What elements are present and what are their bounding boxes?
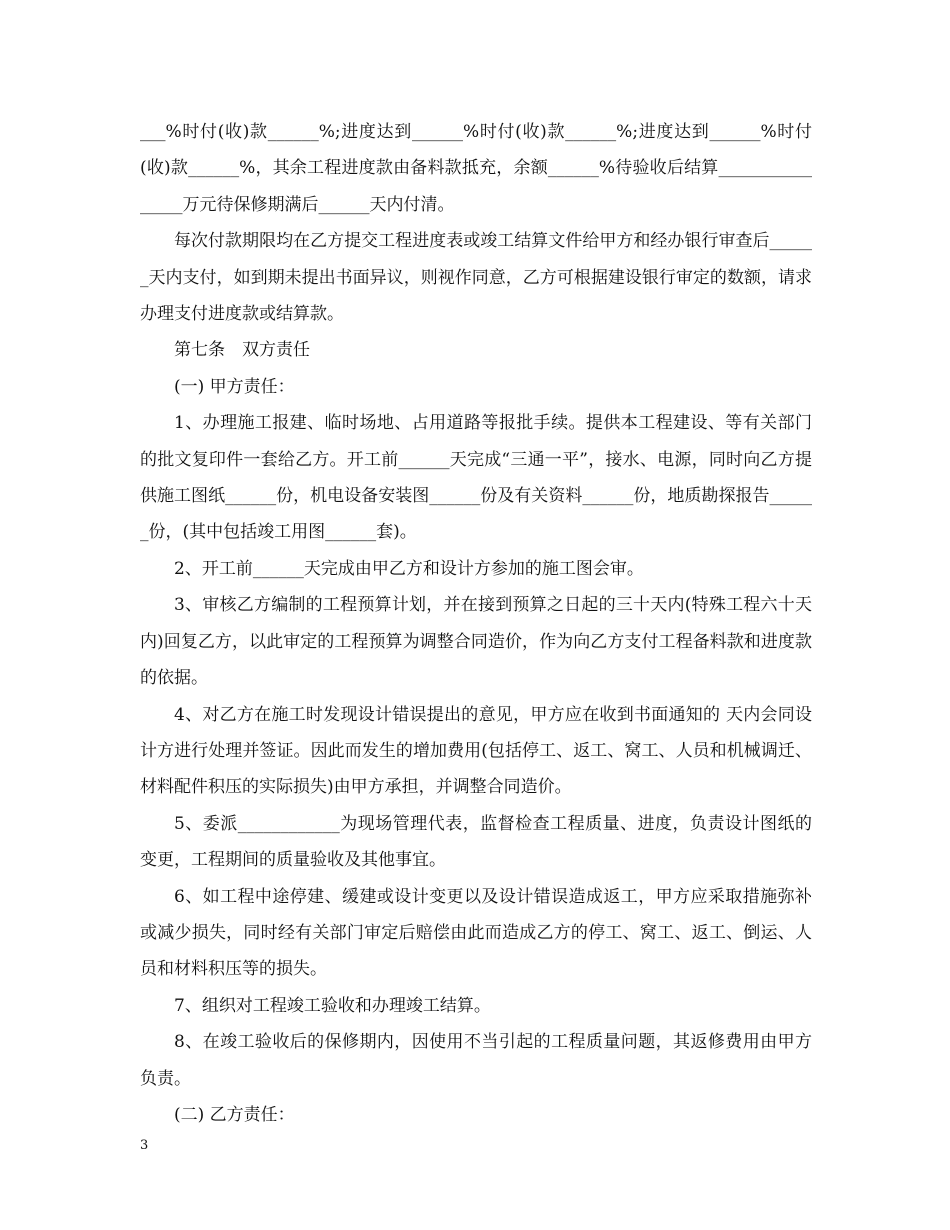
clause-2: 2、开工前______天完成由甲乙方和设计方参加的施工图会审。 (174, 558, 644, 579)
clause-8: 8、在竣工验收后的保修期内，因使用不当引起的工程质量问题，其返修费用由甲方负责。 (140, 1032, 812, 1089)
section-heading-party-b: (二) 乙方责任： (174, 1104, 295, 1125)
paragraph-payment-deadline: 每次付款期限均在乙方提交工程进度表或竣工结算文件给甲方和经办银行审查后______天内支付，如到期未提出书面异议，则视作同意，乙方可根据建设银行审定的数额，请求办理支付进度款或结算款。 (140, 231, 812, 325)
page-number: 3 (140, 1138, 149, 1153)
clause-1: 1、办理施工报建、临时场地、占用道路等报批手续。提供本工程建设、等有关部门的批文复印件一套给乙方。开工前______天完成“三通一平”，接水、电源，同时向乙方提供施工图纸______份，机电设备安装图______份及有关资料______份，地质勘探报告______份，(其中包括竣工用图______套)。 (140, 413, 812, 543)
article-heading: 第七条 双方责任 (174, 340, 310, 361)
clause-4: 4、对乙方在施工时发现设计错误提出的意见，甲方应在收到书面通知的 天内会同设计方进行处理并签证。因此而发生的增加费用(包括停工、返工、窝工、人员和机械调迁、材料配件积压的实际损失)由甲方承担，并调整合同造价。 (140, 704, 812, 798)
clause-7: 7、组织对工程竣工验收和办理竣工结算。 (174, 995, 491, 1016)
document-body (140, 114, 812, 1133)
clause-6: 6、如工程中途停建、缓建或设计变更以及设计错误造成返工，甲方应采取措施弥补或减少损失，同时经有关部门审定后赔偿由此而造成乙方的停工、窝工、返工、倒运、人员和材料积压等的损失。 (140, 886, 812, 980)
clause-5: 5、委派____________为现场管理代表，监督检查工程质量、进度，负责设计图纸的变更，工程期间的质量验收及其他事宜。 (140, 813, 812, 871)
clause-3: 3、审核乙方编制的工程预算计划，并在接到预算之日起的三十天内(特殊工程六十天内)回复乙方，以此审定的工程预算为调整合同造价，作为向乙方支付工程备料款和进度款的依据。 (140, 595, 812, 689)
section-heading-party-a: (一) 甲方责任： (174, 376, 295, 397)
paragraph-payment-schedule: ___%时付(收)款______%;进度达到______%时付(收)款______%;进度达到______%时付(收)款______%，其余工程进度款由备料款抵充，余额______%待验收后结算________________万元待保修期满后______天内付清。 (140, 122, 812, 215)
